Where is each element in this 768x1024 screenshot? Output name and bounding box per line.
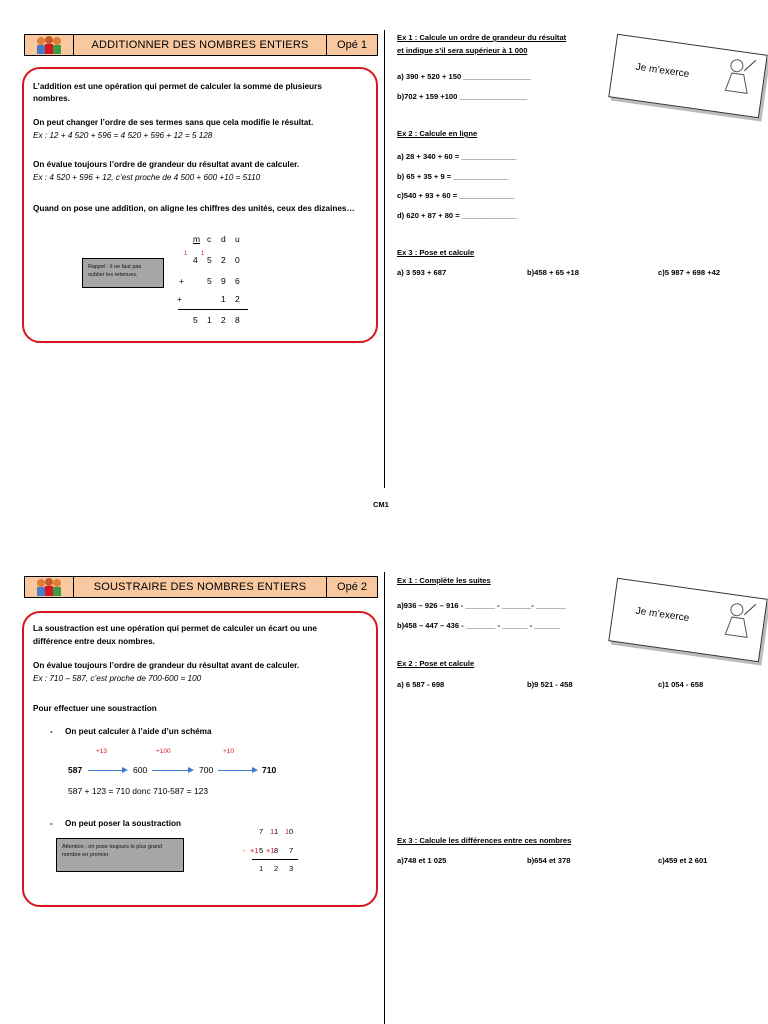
p2-ex1-b: b)458 – 447 – 436 - _______ - ______ - ______ [397, 621, 560, 630]
lesson2-header [24, 576, 378, 598]
sub-minus: - [243, 846, 246, 855]
page-footer-level: CM1 [373, 500, 389, 509]
lesson1-p3: On évalue toujours l’ordre de grandeur du résultat avant de calculer. [33, 160, 300, 169]
sub-row2-u: 7 [289, 846, 294, 855]
num-710: 710 [262, 765, 277, 775]
lesson1-code: Opé 1 [337, 39, 367, 51]
p2-ex2-b: b)9 521 - 458 [527, 680, 573, 689]
sub-row1-carry-d: 1 [270, 827, 275, 836]
lesson1-p2: On peut changer l’ordre de ses termes sans que cela modifie le résultat. [33, 118, 314, 127]
carry-thousands: 1 [184, 251, 188, 257]
sub-row2-h: 5 [259, 846, 264, 855]
lesson2-p1a: La soustraction est une opération qui permet de calculer un écart ou une [33, 624, 317, 633]
p2-ex3-title: Ex 3 : Calcule les différences entre ces nombres [397, 836, 572, 845]
add-row3-d: 1 [221, 294, 226, 304]
col-header-u: u [235, 234, 240, 244]
step-plus100: +100 [156, 748, 171, 755]
add-result-m: 5 [193, 315, 198, 325]
num-700: 700 [199, 765, 214, 775]
p1-ex1-title-b: et indique s’il sera supérieur à 1 000 [397, 46, 528, 55]
sub-row2-carry-d: +1 [266, 846, 275, 855]
p1-ex2-a: a) 28 + 340 + 60 = _____________ [397, 152, 517, 161]
lesson2-code: Opé 2 [337, 581, 367, 593]
p1-ex1-b: b)702 + 159 +100 ________________ [397, 92, 528, 101]
lesson2-equation: 587 + 123 = 710 donc 710-587 = 123 [68, 786, 209, 796]
sub-row1-h: 7 [259, 827, 264, 836]
p2-ex2-c: c)1 054 - 658 [658, 680, 704, 689]
lesson2-p2: On évalue toujours l’ordre de grandeur du résultat avant de calculer. [33, 661, 300, 670]
sub-result-h: 1 [259, 864, 264, 873]
sub-result-line [252, 859, 298, 860]
bullet2-dash: - [50, 819, 53, 828]
sub-row1-u: 0 [289, 827, 294, 836]
lesson2-attention-note: Attention : on pose toujours le plus grand nombre en premier [56, 838, 184, 872]
sub-row1-d: 1 [274, 827, 279, 836]
p1-ex3-title: Ex 3 : Pose et calcule [397, 248, 475, 257]
lesson1-p2-example: Ex : 12 + 4 520 + 596 = 4 520 + 596 + 12 = 5 128 [33, 131, 213, 140]
step-plus13: +13 [96, 748, 108, 755]
lesson2-bullet2: On peut poser la soustraction [65, 819, 182, 828]
lesson1-p3-example: Ex : 4 520 + 596 + 12, c’est proche de 4 500 + 600 +10 = 5110 [33, 173, 261, 182]
p1-ex2-d: d) 620 + 87 + 80 = _____________ [397, 211, 517, 220]
lesson2-bullet1: On peut calculer à l’aide d’un schéma [65, 727, 212, 736]
num-600: 600 [133, 765, 148, 775]
lesson1-reminder-note: Rappel : il ne faut pas oublier les retenues. [82, 258, 164, 288]
p1-ex2-b: b) 65 + 35 + 9 = _____________ [397, 172, 509, 181]
add-result-line [178, 309, 248, 310]
add-row1-c: 5 [207, 255, 212, 265]
add-row2-c: 5 [207, 276, 212, 286]
lesson1-title: ADDITIONNER DES NOMBRES ENTIERS [74, 35, 327, 55]
sub-row1-carry-u: 1 [285, 827, 290, 836]
p2-ex2-title: Ex 2 : Pose et calcule [397, 659, 475, 668]
lesson2-p3: Pour effectuer une soustraction [33, 704, 157, 713]
arrow-2 [152, 770, 192, 771]
p1-ex2-title: Ex 2 : Calcule en ligne [397, 129, 478, 138]
exercise-card-2 [608, 578, 767, 663]
arrow-1 [88, 770, 126, 771]
add-row1-m: 4 [193, 255, 198, 265]
p1-ex1-a: a) 390 + 520 + 150 ________________ [397, 72, 531, 81]
p1-ex2-c: c)540 + 93 + 60 = _____________ [397, 191, 515, 200]
p2-ex3-b: b)654 et 378 [527, 856, 571, 865]
sub-row2-d: 8 [274, 846, 279, 855]
add-row1-u: 0 [235, 255, 240, 265]
lesson2-p1b: différence entre deux nombres. [33, 637, 155, 646]
page2-divider [384, 572, 385, 1024]
add-row2-u: 6 [235, 276, 240, 286]
carry-hundreds: 1 [201, 251, 205, 257]
p2-ex1-a: a)936 – 926 – 916 - _______ - _______- _______ [397, 601, 566, 610]
p2-ex3-c: c)459 et 2 601 [658, 856, 708, 865]
add-result-d: 2 [221, 315, 226, 325]
lesson2-title: SOUSTRAIRE DES NOMBRES ENTIERS [74, 577, 327, 597]
bullet1-dash: - [50, 727, 53, 736]
arrow-3 [218, 770, 256, 771]
add-result-u: 8 [235, 315, 240, 325]
add-row3-u: 2 [235, 294, 240, 304]
lesson1-p1a: L’addition est une opération qui permet de calculer la somme de plusieurs [33, 82, 322, 91]
col-header-m: m [193, 234, 201, 244]
col-header-d: d [221, 234, 226, 244]
add-plus-2: + [177, 294, 182, 304]
p1-ex3-b: b)458 + 65 +18 [527, 268, 579, 277]
p1-ex3-c: c)5 987 + 698 +42 [658, 268, 721, 277]
add-plus-1: + [179, 276, 184, 286]
lesson2-p2-example: Ex : 710 – 587, c’est proche de 700-600 = 100 [33, 674, 202, 683]
sub-result-d: 2 [274, 864, 279, 873]
add-row1-d: 2 [221, 255, 226, 265]
lesson1-p1b: nombres. [33, 94, 70, 103]
sub-row2-carry-h: +1 [250, 846, 259, 855]
lesson1-header [24, 34, 378, 56]
lesson1-p4: Quand on pose une addition, on aligne les chiffres des unités, ceux des dizaines… [33, 204, 355, 213]
p1-ex1-title-a: Ex 1 : Calcule un ordre de grandeur du résultat [397, 33, 567, 42]
children-logo-icon [25, 35, 74, 55]
p2-ex2-a: a) 6 587 - 698 [397, 680, 445, 689]
num-587: 587 [68, 765, 83, 775]
col-header-c: c [207, 234, 212, 244]
children-logo-icon [25, 577, 74, 597]
add-result-c: 1 [207, 315, 212, 325]
p2-ex3-a: a)748 et 1 025 [397, 856, 447, 865]
exercise-card-1 [608, 34, 767, 119]
card1-label: Je m’exerce [634, 61, 690, 81]
writing-child-icon [719, 54, 760, 99]
sub-result-u: 3 [289, 864, 294, 873]
writing-child-icon [719, 598, 760, 643]
step-plus10: +10 [223, 748, 235, 755]
add-row2-d: 9 [221, 276, 226, 286]
p1-ex3-a: a) 3 593 + 687 [397, 268, 447, 277]
p2-ex1-title: Ex 1 : Complète les suites [397, 576, 491, 585]
page1-divider [384, 30, 385, 488]
card2-label: Je m’exerce [634, 605, 690, 625]
